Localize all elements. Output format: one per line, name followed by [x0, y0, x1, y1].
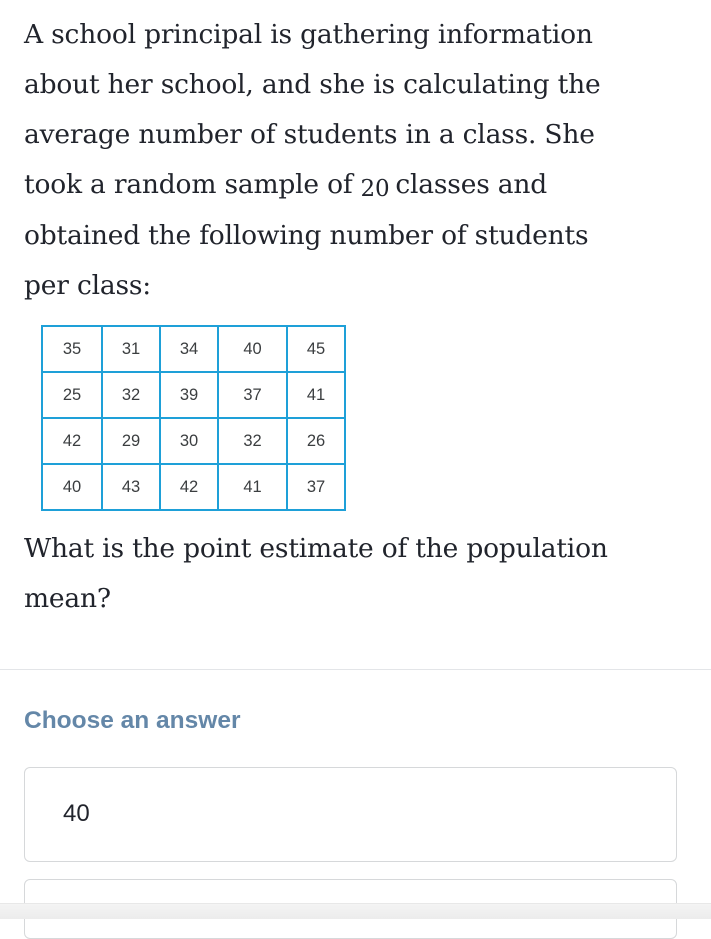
- students-per-class-table: [41, 325, 346, 511]
- prompt-line-1: What is the point estimate of the population: [24, 533, 608, 564]
- question-line-5: obtained the following number of students: [24, 220, 589, 251]
- question-line-1: A school principal is gathering information: [24, 19, 593, 50]
- question-line-6: per class:: [24, 270, 151, 301]
- table-cell: 45: [287, 326, 345, 372]
- table-row: [42, 372, 345, 418]
- question-line-4-end: classes and: [395, 169, 548, 200]
- table-cell: 42: [160, 464, 218, 510]
- table-cell: 37: [218, 372, 287, 418]
- table-row: [42, 464, 345, 510]
- question-line-4-start: took a random sample of: [24, 169, 353, 200]
- question-text: [24, 10, 694, 311]
- sample-size-value: 20: [360, 176, 390, 202]
- question-line-3: average number of students in a class. She: [24, 119, 595, 150]
- table-cell: 42: [42, 418, 102, 464]
- table-cell: 32: [102, 372, 160, 418]
- table-cell: 39: [160, 372, 218, 418]
- bottom-bar: [0, 903, 711, 919]
- answer-option-1[interactable]: [24, 767, 677, 862]
- table-cell: 41: [218, 464, 287, 510]
- table-cell: 40: [218, 326, 287, 372]
- table-cell: 41: [287, 372, 345, 418]
- table-cell: 26: [287, 418, 345, 464]
- table-cell: 35: [42, 326, 102, 372]
- table-row: [42, 418, 345, 464]
- question-line-4: [24, 160, 694, 211]
- table-cell: 29: [102, 418, 160, 464]
- table-cell: 31: [102, 326, 160, 372]
- choose-answer-heading: Choose an answer: [24, 707, 241, 734]
- table-row: [42, 326, 345, 372]
- table-cell: 32: [218, 418, 287, 464]
- question-prompt: [24, 524, 694, 624]
- table-cell: 37: [287, 464, 345, 510]
- table-cell: 30: [160, 418, 218, 464]
- table-cell: 25: [42, 372, 102, 418]
- question-line-2: about her school, and she is calculating the: [24, 69, 601, 100]
- prompt-line-2: mean?: [24, 583, 111, 614]
- table-cell: 43: [102, 464, 160, 510]
- table-cell: 40: [42, 464, 102, 510]
- answer-option-label: 40: [63, 800, 90, 827]
- section-divider: [0, 669, 711, 670]
- table-cell: 34: [160, 326, 218, 372]
